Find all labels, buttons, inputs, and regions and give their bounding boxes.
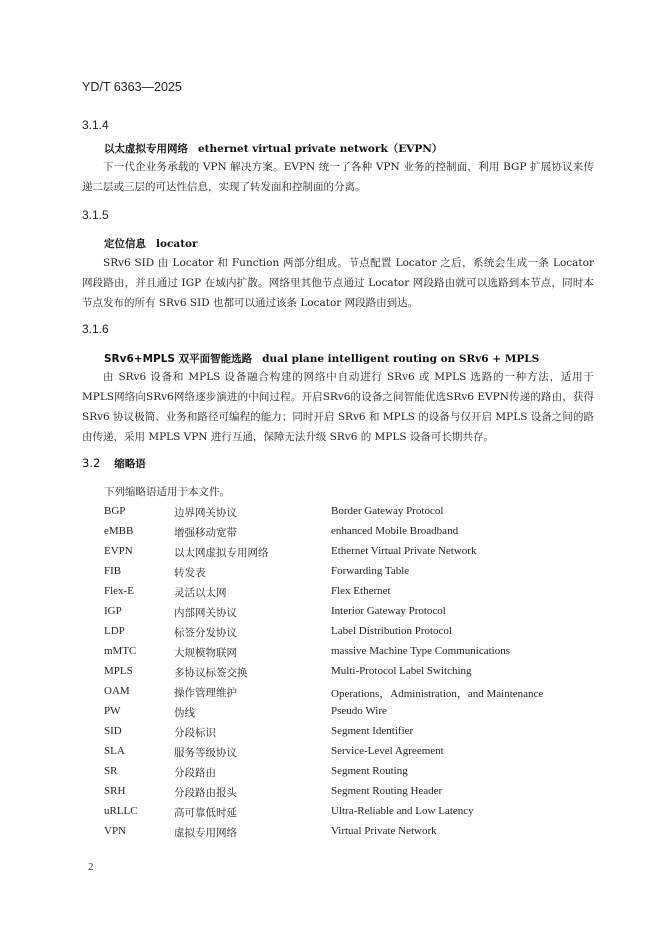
abbreviation-row xyxy=(0,722,662,742)
section-number: 3.2 xyxy=(82,456,101,470)
abbreviation-english: Forwarding Table xyxy=(331,565,410,577)
document-id: YD/T 6363—2025 xyxy=(82,80,182,94)
term-heading xyxy=(104,141,442,156)
abbreviation-term: SR xyxy=(104,765,118,777)
abbreviation-chinese: 边界网关协议 xyxy=(174,507,237,519)
abbreviation-row xyxy=(0,782,662,802)
abbreviation-english: enhanced Mobile Broadband xyxy=(331,525,459,537)
abbreviation-row xyxy=(0,702,662,722)
abbreviation-english: Interior Gateway Protocol xyxy=(331,605,446,617)
abbreviation-chinese: 灵活以太网 xyxy=(174,587,227,599)
term-chinese: 定位信息 xyxy=(104,238,146,250)
abbreviation-chinese: 标签分发协议 xyxy=(174,627,237,639)
abbreviation-term: SRH xyxy=(104,785,126,797)
abbreviation-row xyxy=(0,642,662,662)
abbreviation-term: OAM xyxy=(104,685,130,697)
term-english: dual plane intelligent routing on SRv6 + MPLS xyxy=(262,353,540,365)
abbreviation-term: MPLS xyxy=(104,665,133,677)
abbreviation-row xyxy=(0,502,662,522)
term-english: ethernet virtual private network（EVPN） xyxy=(198,143,443,155)
term-english: locator xyxy=(156,238,198,250)
term-definition: 由 SRv6 设备和 MPLS 设备融合构建的网络中自动进行 SRv6 或 MPLS 选路的一种方法，适用于MPLS网络向SRv6网络逐步演进的中间过程。开启SRv6的设备之间智能优选SRv6 EVPN传递的路由，获得 SRv6 协议极简、业务和路径可编程的能力；同时开启 SRv6 和 MPLS 的设备与仅开启 MPLS 设备之间的路由传递，采用 MPLS VPN 进行互通，保障无法升级 SRv6 的 MPLS 设备可长期共存。 xyxy=(82,371,594,443)
abbreviation-list xyxy=(0,502,662,842)
term-heading xyxy=(104,351,539,366)
abbreviation-row xyxy=(0,802,662,822)
abbreviation-term: Flex-E xyxy=(104,585,134,597)
abbreviation-chinese: 虚拟专用网络 xyxy=(174,827,237,839)
abbreviation-term: SLA xyxy=(104,745,125,757)
term-heading xyxy=(104,236,198,251)
abbreviation-english: Operations，Administration，and Maintenance xyxy=(331,688,544,700)
abbreviation-term: FIB xyxy=(104,565,122,577)
abbreviation-english: Border Gateway Protocol xyxy=(331,505,444,517)
abbreviation-chinese: 增强移动宽带 xyxy=(174,527,237,539)
term-definition: SRv6 SID 由 Locator 和 Function 两部分组成。节点配置 Locator 之后，系统会生成一条 Locator 网段路由，并且通过 IGP 在域内扩散。网络里其他节点通过 Locator 网段路由就可以选路到本节点，同时本节点发布的所有 SRv6 SID 也都可以通过该条 Locator 网段路由到达。 xyxy=(82,257,594,309)
abbreviation-chinese: 服务等级协议 xyxy=(174,747,237,759)
abbreviation-english: Pseudo Wire xyxy=(331,705,387,717)
term-chinese: SRv6+MPLS 双平面智能选路 xyxy=(104,353,253,365)
abbreviation-english: Multi-Protocol Label Switching xyxy=(331,665,472,677)
abbreviation-chinese: 以太网虚拟专用网络 xyxy=(174,547,269,559)
abbreviation-chinese: 分段标识 xyxy=(174,727,216,739)
abbreviation-row xyxy=(0,762,662,782)
abbreviation-term: SID xyxy=(104,725,122,737)
abbreviation-row xyxy=(0,822,662,842)
abbreviation-english: Flex Ethernet xyxy=(331,585,391,597)
abbreviation-chinese: 高可靠低时延 xyxy=(174,807,237,819)
abbreviation-chinese: 多协议标签交换 xyxy=(174,667,248,679)
abbreviation-row xyxy=(0,522,662,542)
clause-number: 3.1.5 xyxy=(82,208,109,222)
abbreviation-term: mMTC xyxy=(104,645,137,657)
section-intro: 下列缩略语适用于本文件。 xyxy=(104,486,230,498)
abbreviation-term: BGP xyxy=(104,505,126,517)
abbreviation-row xyxy=(0,542,662,562)
abbreviation-english: Segment Routing Header xyxy=(331,785,443,797)
abbreviation-english: Segment Routing xyxy=(331,765,408,777)
abbreviation-term: eMBB xyxy=(104,525,134,537)
abbreviation-row xyxy=(0,742,662,762)
abbreviation-row xyxy=(0,582,662,602)
page-number: 2 xyxy=(88,861,94,873)
abbreviation-row xyxy=(0,622,662,642)
abbreviation-english: Label Distribution Protocol xyxy=(331,625,452,637)
abbreviation-term: IGP xyxy=(104,605,122,617)
abbreviation-chinese: 内部网关协议 xyxy=(174,607,237,619)
abbreviation-english: Ethernet Virtual Private Network xyxy=(331,545,477,557)
abbreviation-chinese: 伪线 xyxy=(174,707,195,719)
abbreviation-chinese: 分段路由报头 xyxy=(174,787,237,799)
abbreviation-row xyxy=(0,662,662,682)
section-heading xyxy=(82,456,146,471)
abbreviation-term: PW xyxy=(104,705,121,717)
abbreviation-chinese: 分段路由 xyxy=(174,767,216,779)
abbreviation-chinese: 转发表 xyxy=(174,567,206,579)
abbreviation-term: EVPN xyxy=(104,545,133,557)
abbreviation-row xyxy=(0,602,662,622)
section-title: 缩略语 xyxy=(114,458,146,470)
abbreviation-term: LDP xyxy=(104,625,125,637)
term-chinese: 以太虚拟专用网络 xyxy=(104,143,188,155)
clause-number: 3.1.6 xyxy=(82,322,109,336)
abbreviation-english: Ultra-Reliable and Low Latency xyxy=(331,805,474,817)
abbreviation-row xyxy=(0,682,662,702)
abbreviation-term: VPN xyxy=(104,825,127,837)
abbreviation-english: massive Machine Type Communications xyxy=(331,645,510,657)
abbreviation-english: Segment Identifier xyxy=(331,725,414,737)
term-definition: 下一代企业务承载的 VPN 解决方案。EVPN 统一了各种 VPN 业务的控制面，利用 BGP 扩展协议来传递二层或三层的可达性信息，实现了转发面和控制面的分离。 xyxy=(82,161,594,193)
clause-number: 3.1.4 xyxy=(82,118,109,132)
abbreviation-chinese: 大规模物联网 xyxy=(174,647,237,659)
abbreviation-english: Service-Level Agreement xyxy=(331,745,444,757)
abbreviation-english: Virtual Private Network xyxy=(331,825,437,837)
abbreviation-chinese: 操作管理维护 xyxy=(174,687,237,699)
abbreviation-row xyxy=(0,562,662,582)
abbreviation-term: uRLLC xyxy=(104,805,138,817)
